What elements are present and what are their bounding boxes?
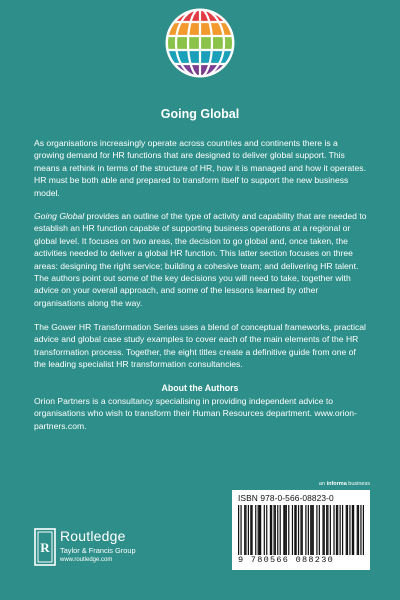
svg-text:R: R — [40, 540, 50, 555]
publisher-name: Routledge — [60, 528, 126, 544]
publisher-url: www.routledge.com — [60, 557, 113, 563]
isbn-label: ISBN 978-0-566-08823-0 — [238, 493, 334, 503]
about-authors-text: Orion Partners is a consultancy specialising in providing independent advice to organisations who wish to transform their Human Resources department. www.orion-partners.com. — [34, 396, 357, 431]
globe-icon — [165, 8, 235, 78]
book-title-italic: Going Global — [34, 211, 85, 221]
barcode-icon — [238, 505, 364, 555]
routledge-logo-icon — [34, 528, 56, 566]
informa-business-tag: an informa business — [318, 481, 370, 487]
about-authors-heading: About the Authors — [161, 383, 239, 393]
description-paragraph-2 — [34, 210, 368, 309]
description-paragraph-1: As organisations increasingly operate across countries and continents there is a growing demand for HR functions that are designed to deliver global support. This means a rethink in terms of the structure of HR, how it is managed and how it operates. HR must be both able and prepared to transform itself to support the new business model. — [34, 138, 366, 198]
description-paragraph-3: The Gower HR Transformation Series uses a blend of conceptual frameworks, practical advice and global case study examples to cover each of the main elements of the HR transformation process. Together, the eight titles create a definitive guide from one of the leading specialist HR transformation consultancies. — [34, 322, 366, 370]
isbn-barcode-box — [232, 490, 370, 570]
description-paragraph-2-text: provides an outline of the type of activity and capability that are needed to establish an HR function capable of supporting business operations at a regional or global level. It focuses on two areas, the decision to go global and, once taken, the activities needed to deliver a global HR function. This latter section focuses on three areas: designing the right service; building a cohesive team; and delivering HR talent. The authors point out some of the key decisions you will need to take, together with advice on your overall approach, and some of the lessons learned by other organisations along the way. — [34, 211, 367, 308]
informa-brand: informa — [326, 481, 347, 487]
publisher-group: Taylor & Francis Group — [60, 546, 136, 555]
book-title: Going Global — [160, 107, 240, 121]
barcode-number: 9 780566 088230 — [238, 555, 335, 565]
